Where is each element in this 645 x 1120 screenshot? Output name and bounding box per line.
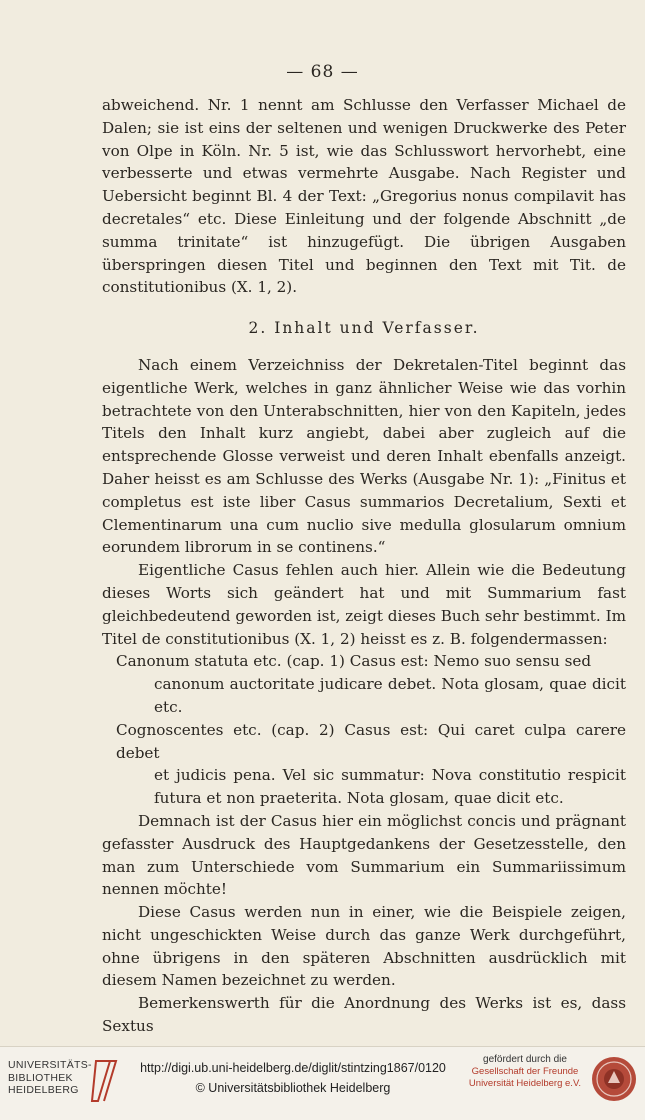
copyright-notice: © Universitätsbibliothek Heidelberg [195,1081,391,1095]
quote-cognoscentes [102,719,626,810]
library-footer [0,1046,645,1120]
quote-canonum-rest: canonum auctoritate judicare debet. Nota glosam, quae dicit etc. [154,675,626,716]
paragraph-intro: abweichend. Nr. 1 nennt am Schlusse den Verfasser Michael de Dalen; sie ist eins der seltenen und wenigen Druckwerke des Peter von Olpe in Köln. Nr. 5 ist, wie das Schlusswort hervorhebt, eine verbesserte und etwas vermehrte Ausgabe. Nach Register und Uebersicht beginnt Bl. 4 der Text: „Gregorius nonus compilavit has decretales“ etc. Diese Einleitung und der folgende Abschnitt „de summa trinitate“ ist hinzugefügt. Die übrigen Ausgaben überspringen diesen Titel und beginnen den Text mit Tit. de constitutionibus (X. 1, 2). [102,96,626,297]
paragraph-casus: Eigentliche Casus fehlen auch hier. Allein wie die Bedeutung dieses Worts sich geändert hat und mit Summarium fast gleichbedeutend geworden ist, zeigt dieses Buch sehr bestimmt. Im Titel de constitutionibus (X. 1, 2) heisst es z. B. folgendermassen: [102,561,626,648]
quote-canonum [102,650,626,718]
permalink-url[interactable]: http://digi.ub.uni-heidelberg.de/diglit/stintzing1867/0120 [140,1061,446,1075]
quote-cognoscentes-rest: et judicis pena. Vel sic summatur: Nova constitutio respicit futura et non praeterita. Nota glosam, quae dicit etc. [154,766,626,808]
library-name: UNIVERSITÄTS- BIBLIOTHEK HEIDELBERG [8,1059,92,1096]
page-number: — 68 — [286,62,359,82]
paragraph-diese: Diese Casus werden nun in einer, wie die Beispiele zeigen, nicht ungeschickten Weise durch das ganze Werk durchgeführt, ohne übrigens in den späteren Abschnitten ausdrücklich mit diesem Namen bezeichnet zu werden. [102,903,626,990]
paragraph-content: Nach einem Verzeichniss der Dekretalen-Titel beginnt das eigentliche Werk, welches in ganz ähnlicher Weise wie das vorhin betrachtete von den Unterabschnitten, hier von den Kapiteln, jedes Titels den Inhalt kurz angiebt, dabei aber zugleich auf die entsprechende Glosse verweist und deren Inhalt ebenfalls anzeigt. Daher heisst es am Schlusse des Werks (Ausgabe Nr. 1): „Finitus et completus est iste liber Casus summarios Decretalium, Sexti et Clementinarum una cum nuclio sive medulla glosularum omnium eorundem librorum in se continens.“ [102,355,626,557]
paragraph-demnach: Demnach ist der Casus hier ein möglichst concis und prägnant gefasster Ausdruck des Hauptgedankens der Gesetzesstelle, den man zum Unterschiede vom Summarium ein Summariissimum nennen möchte! [102,811,626,899]
body-text-top [102,94,626,1038]
university-seal-icon [590,1055,638,1103]
quote-canonum-first: Canonum statuta etc. (cap. 1) Casus est: Nemo suo sensu sed [116,652,592,671]
paragraph-bemerkenswerth: Bemerkenswerth für die Anordnung des Werks ist es, dass Sextus [102,994,626,1036]
quote-cognoscentes-first: Cognoscentes etc. (cap. 2) Casus est: Qui caret culpa carere debet [116,720,626,762]
section-heading: 2. Inhalt und Verfasser. [248,319,480,338]
funding-note: gefördert durch die Gesellschaft der Freunde Universität Heidelberg e.V. [468,1054,582,1089]
library-logo-icon [88,1057,118,1105]
